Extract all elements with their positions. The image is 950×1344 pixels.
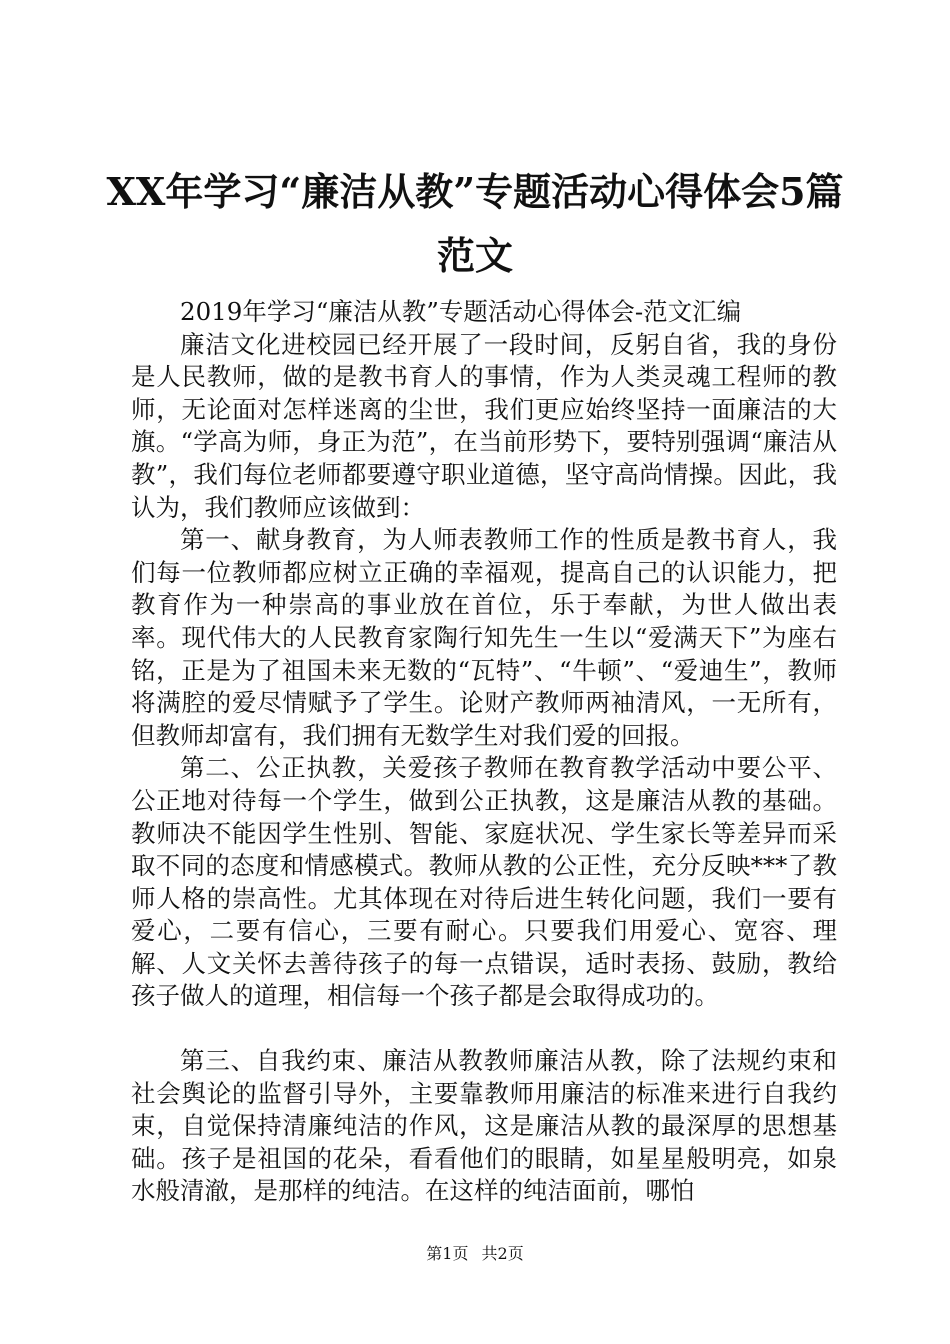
- paragraph-first: 第一、献身教育，为人师表教师工作的性质是教书育人，我们每一位教师都应树立正确的幸福观，提高自己的认识能力，把教育作为一种崇高的事业放在首位，乐于奉献，为世人做出表率。现代伟大的人民教育家陶行知先生一生以“爱满天下”为座右铭，正是为了祖国未来无数的“瓦特”、“牛顿”、“爱迪生”，教师将满腔的爱尽情赋予了学生。论财产教师两袖清风，一无所有，但教师却富有，我们拥有无数学生对我们爱的回报。: [131, 525, 837, 750]
- page-total: 共2页: [481, 1244, 524, 1263]
- page-number: 第1页: [426, 1244, 469, 1263]
- paragraph-second: 第二、公正执教，关爱孩子教师在教育教学活动中要公平、公正地对待每一个学生，做到公正执教，这是廉洁从教的基础。教师决不能因学生性别、智能、家庭状况、学生家长等差异而采取不同的态度和情感模式。教师从教的公正性，充分反映***了教师人格的崇高性。尤其体现在对待后进生转化问题，我们一要有爱心，二要有信心，三要有耐心。只要我们用爱心、宽容、理解、人文关怀去善待孩子的每一点错误，适时表扬、鼓励，教给孩子做人的道理，相信每一个孩子都是会取得成功的。: [131, 753, 837, 1011]
- document-subtitle: 2019年学习“廉洁从教”专题活动心得体会-范文汇编: [180, 297, 742, 326]
- page-footer: [0, 1243, 950, 1265]
- paragraph-intro: 廉洁文化进校园已经开展了一段时间，反躬自省，我的身份是人民教师，做的是教书育人的事情，作为人类灵魂工程师的教师，无论面对怎样迷离的尘世，我们更应始终坚持一面廉洁的大旗。“学高为师，身正为范”，在当前形势下，要特别强调“廉洁从教”，我们每位老师都要遵守职业道德，坚守高尚情操。因此，我认为，我们教师应该做到：: [131, 329, 837, 522]
- document-body: [131, 296, 837, 1208]
- paragraph-third: 第三、自我约束、廉洁从教教师廉洁从教，除了法规约束和社会舆论的监督引导外，主要靠教师用廉洁的标准来进行自我约束，自觉保持清廉纯洁的作风，这是廉洁从教的最深厚的思想基础。孩子是祖国的花朵，看看他们的眼睛，如星星般明亮，如泉水般清澈，是那样的纯洁。在这样的纯洁面前，哪怕: [131, 1046, 837, 1206]
- document-title: XX年学习“廉洁从教”专题活动心得体会5篇范文: [106, 169, 844, 278]
